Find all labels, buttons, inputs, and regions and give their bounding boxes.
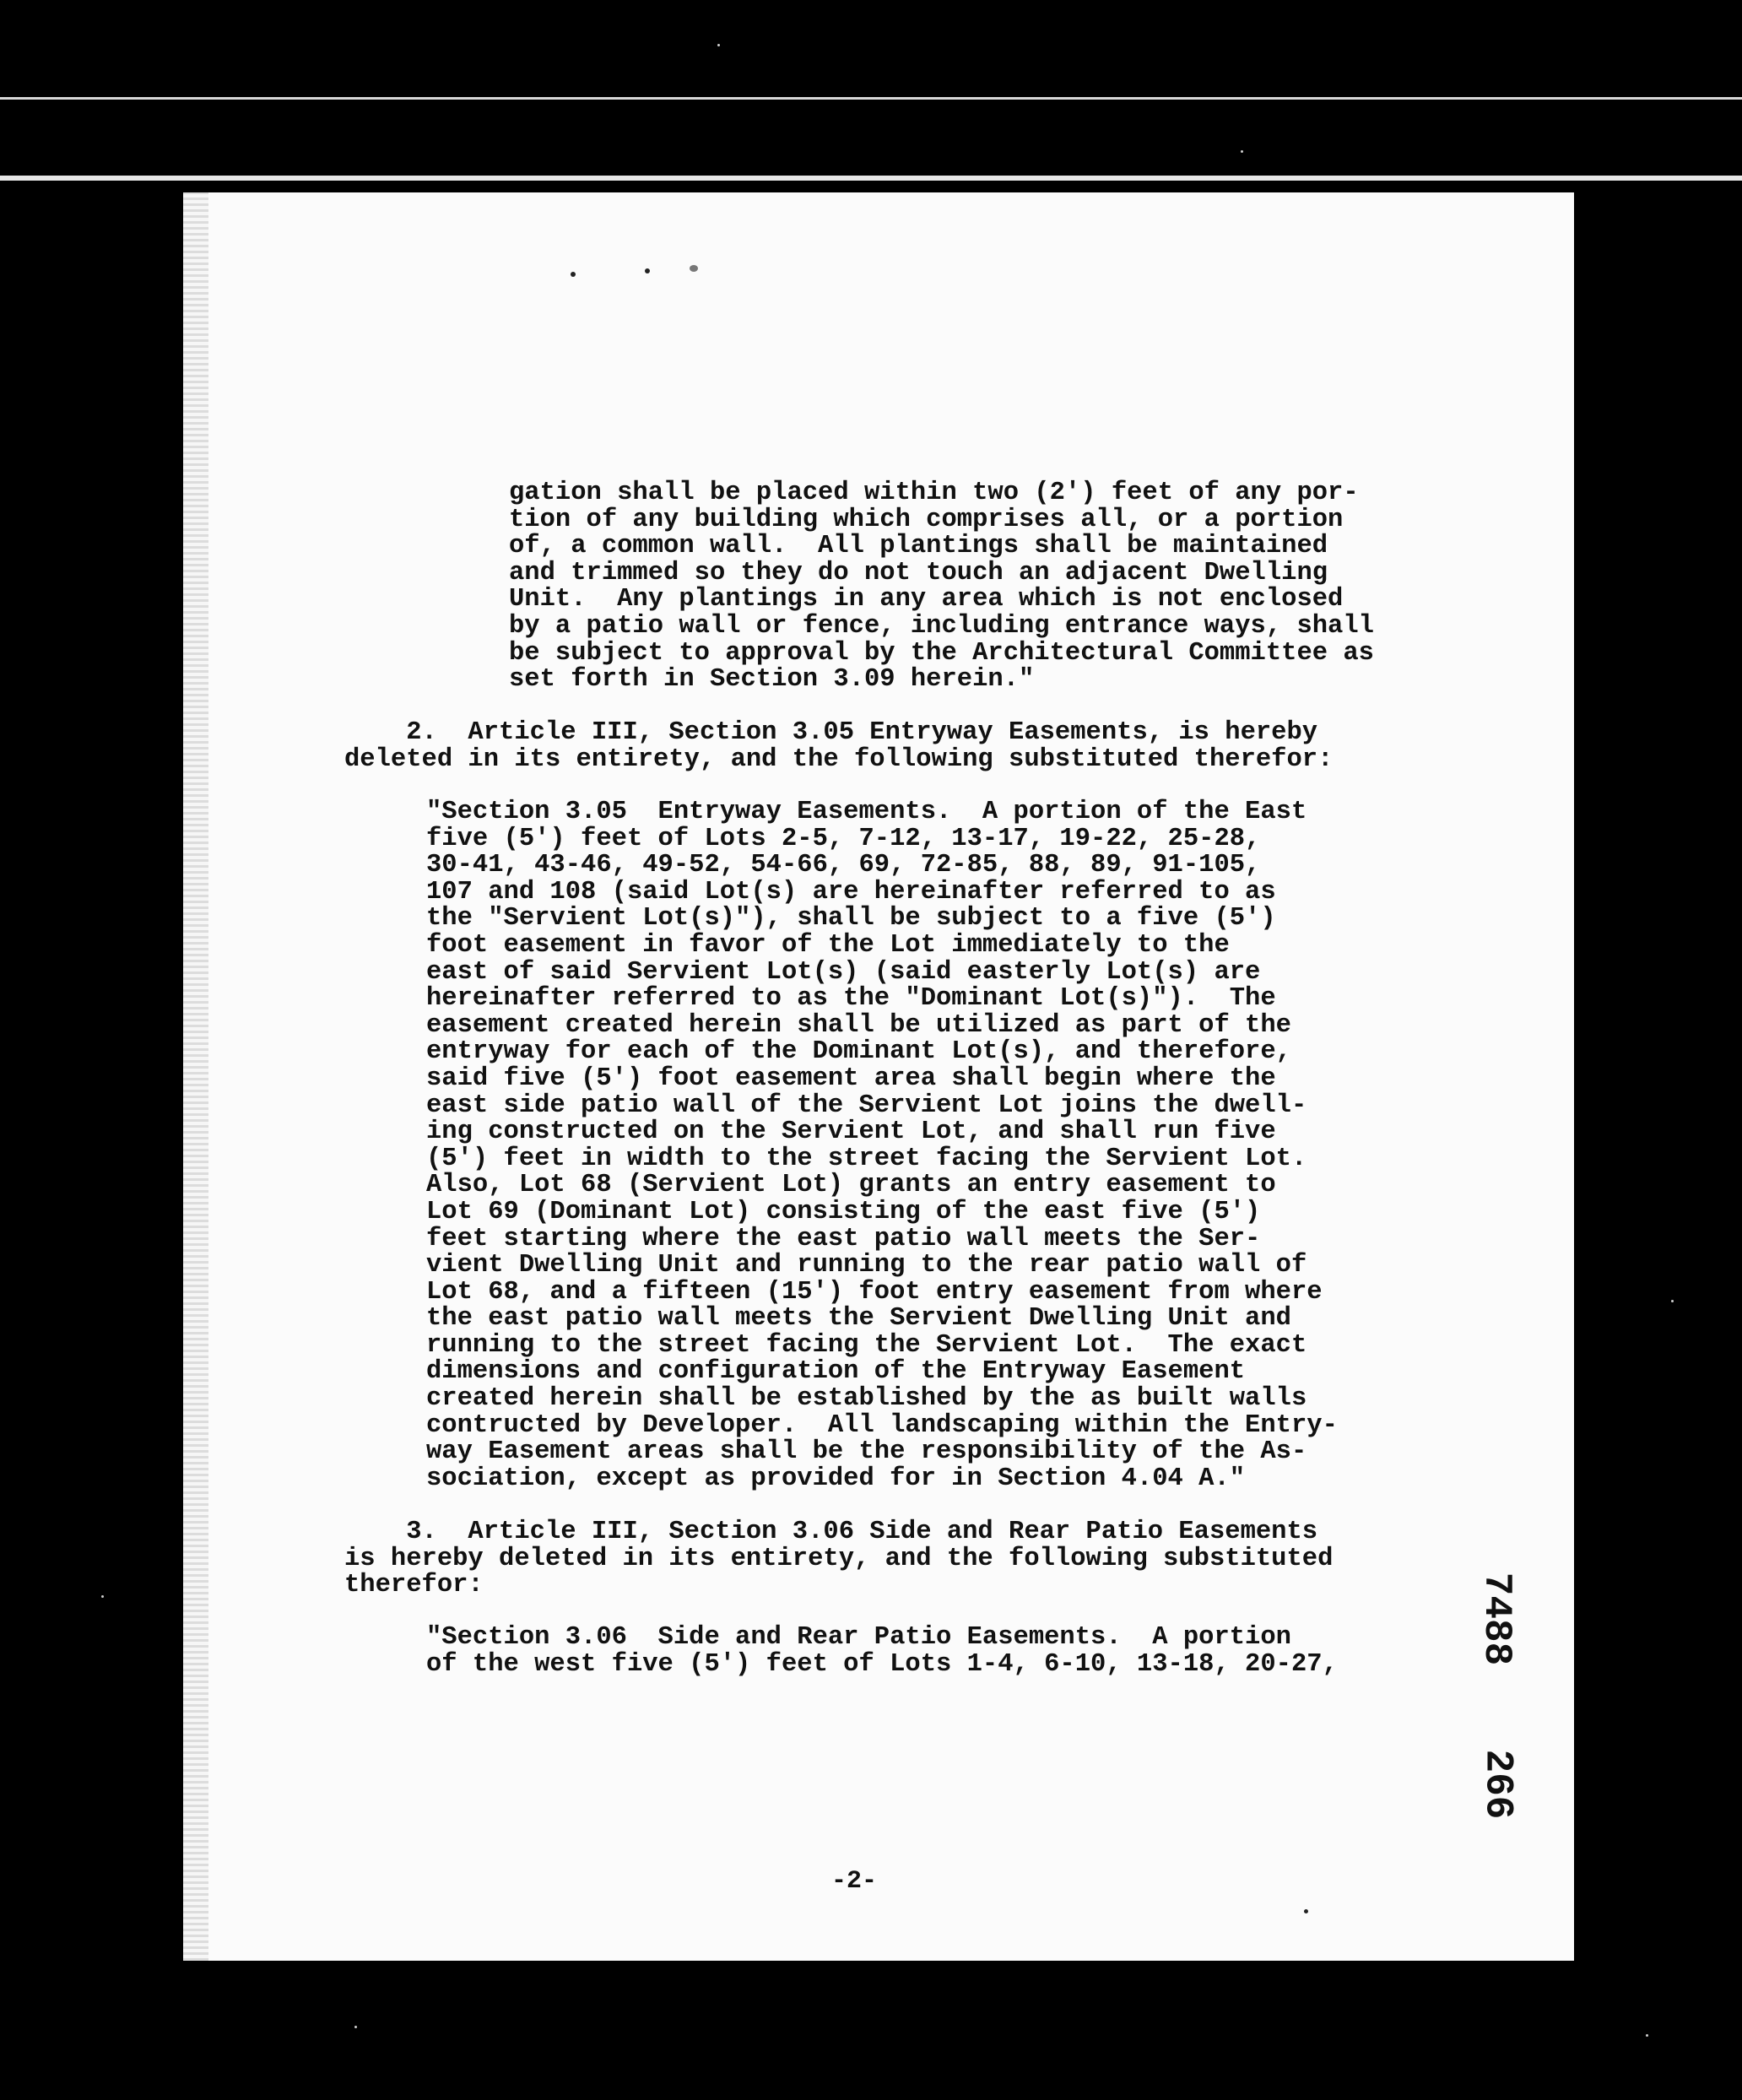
scan-noise xyxy=(101,1595,104,1598)
section-3-06-text: "Section 3.06 Side and Rear Patio Easements. A portion of the west five (5') feet of Lots 1-4, 6-10, 13-18, 20-27, xyxy=(426,1623,1338,1679)
scan-page-edge xyxy=(183,192,208,1961)
scan-noise xyxy=(1241,150,1243,153)
continued-paragraph: gation shall be placed within two (2') feet of any por- tion of any building which comprises all, or a portion of, a common wall. All plantings shall be maintained and trimmed so they do not touch an adjacent Dwelling Unit. Any plantings in any area which is not enclosed by a patio wall or fence, including entrance ways, shall be subject to approval by the Architectural Committee as set forth in Section 3.09 herein." xyxy=(509,479,1374,695)
section-3-05-text: "Section 3.05 Entryway Easements. A portion of the East five (5') feet of Lots 2-5, 7-12, 13-17, 19-22, 25-28, 30-41, 43-46, 49-52, 54-66, 69, 72-85, 88, 89, 91-105, 107 and 108 (said Lot(s) are hereinafter referred to as the "Servient Lot(s)"), shall be subject to a five (5') foot easement in favor of the Lot immediately to the east of said Servient Lot(s) (said easterly Lot(s) are hereinafter referred to as the "Dominant Lot(s)"). The easement created herein shall be utilized as part of the entryway for each of the Dominant Lot(s), and therefore, said five (5') foot easement area shall begin where the east side patio wall of the Servient Lot joins the dwell- ing constructed on the Servient Lot, and shall run five (5') feet in width to the street facing the Servient Lot. Also, Lot 68 (Servient Lot) grants an entry easement to Lot 69 (Dominant Lot) consisting of the east five (5') feet starting where the east patio wall meets the Ser- vient Dwelling Unit and running to the rear patio wall of Lot 68, and a fifteen (15') foot entry easement from where the east patio wall meets the Servient Dwelling Unit and running to the street facing the Servient Lot. The exact dimensions and configuration of the Entryway Easement created herein shall be established by the as built walls contructed by Developer. All landscaping within the Entry- way Easement areas shall be the responsibility of the As- sociation, except as provided for in Section 4.04 A." xyxy=(426,798,1338,1493)
scan-noise xyxy=(717,44,720,46)
amendment-item-2: 2. Article III, Section 3.05 Entryway Easements, is hereby deleted in its entirety, and the following substituted therefor: xyxy=(344,718,1334,774)
scan-speck xyxy=(690,265,698,272)
amendment-item-3: 3. Article III, Section 3.06 Side and Rear Patio Easements is hereby deleted in its entirety, and the following substituted therefor: xyxy=(344,1518,1334,1600)
scan-speck xyxy=(571,272,576,277)
scan-noise xyxy=(354,2026,357,2028)
scan-noise xyxy=(1671,1300,1674,1302)
scan-speck xyxy=(645,268,650,273)
recording-page-number: 266 xyxy=(1475,1749,1520,1820)
scan-border-line-upper xyxy=(0,176,1742,181)
scan-border-line-top xyxy=(0,97,1742,100)
scan-noise xyxy=(1646,2034,1648,2037)
page-number: -2- xyxy=(831,1867,878,1896)
scan-speck xyxy=(1304,1909,1308,1913)
recording-book-number: 7488 xyxy=(1474,1572,1519,1666)
